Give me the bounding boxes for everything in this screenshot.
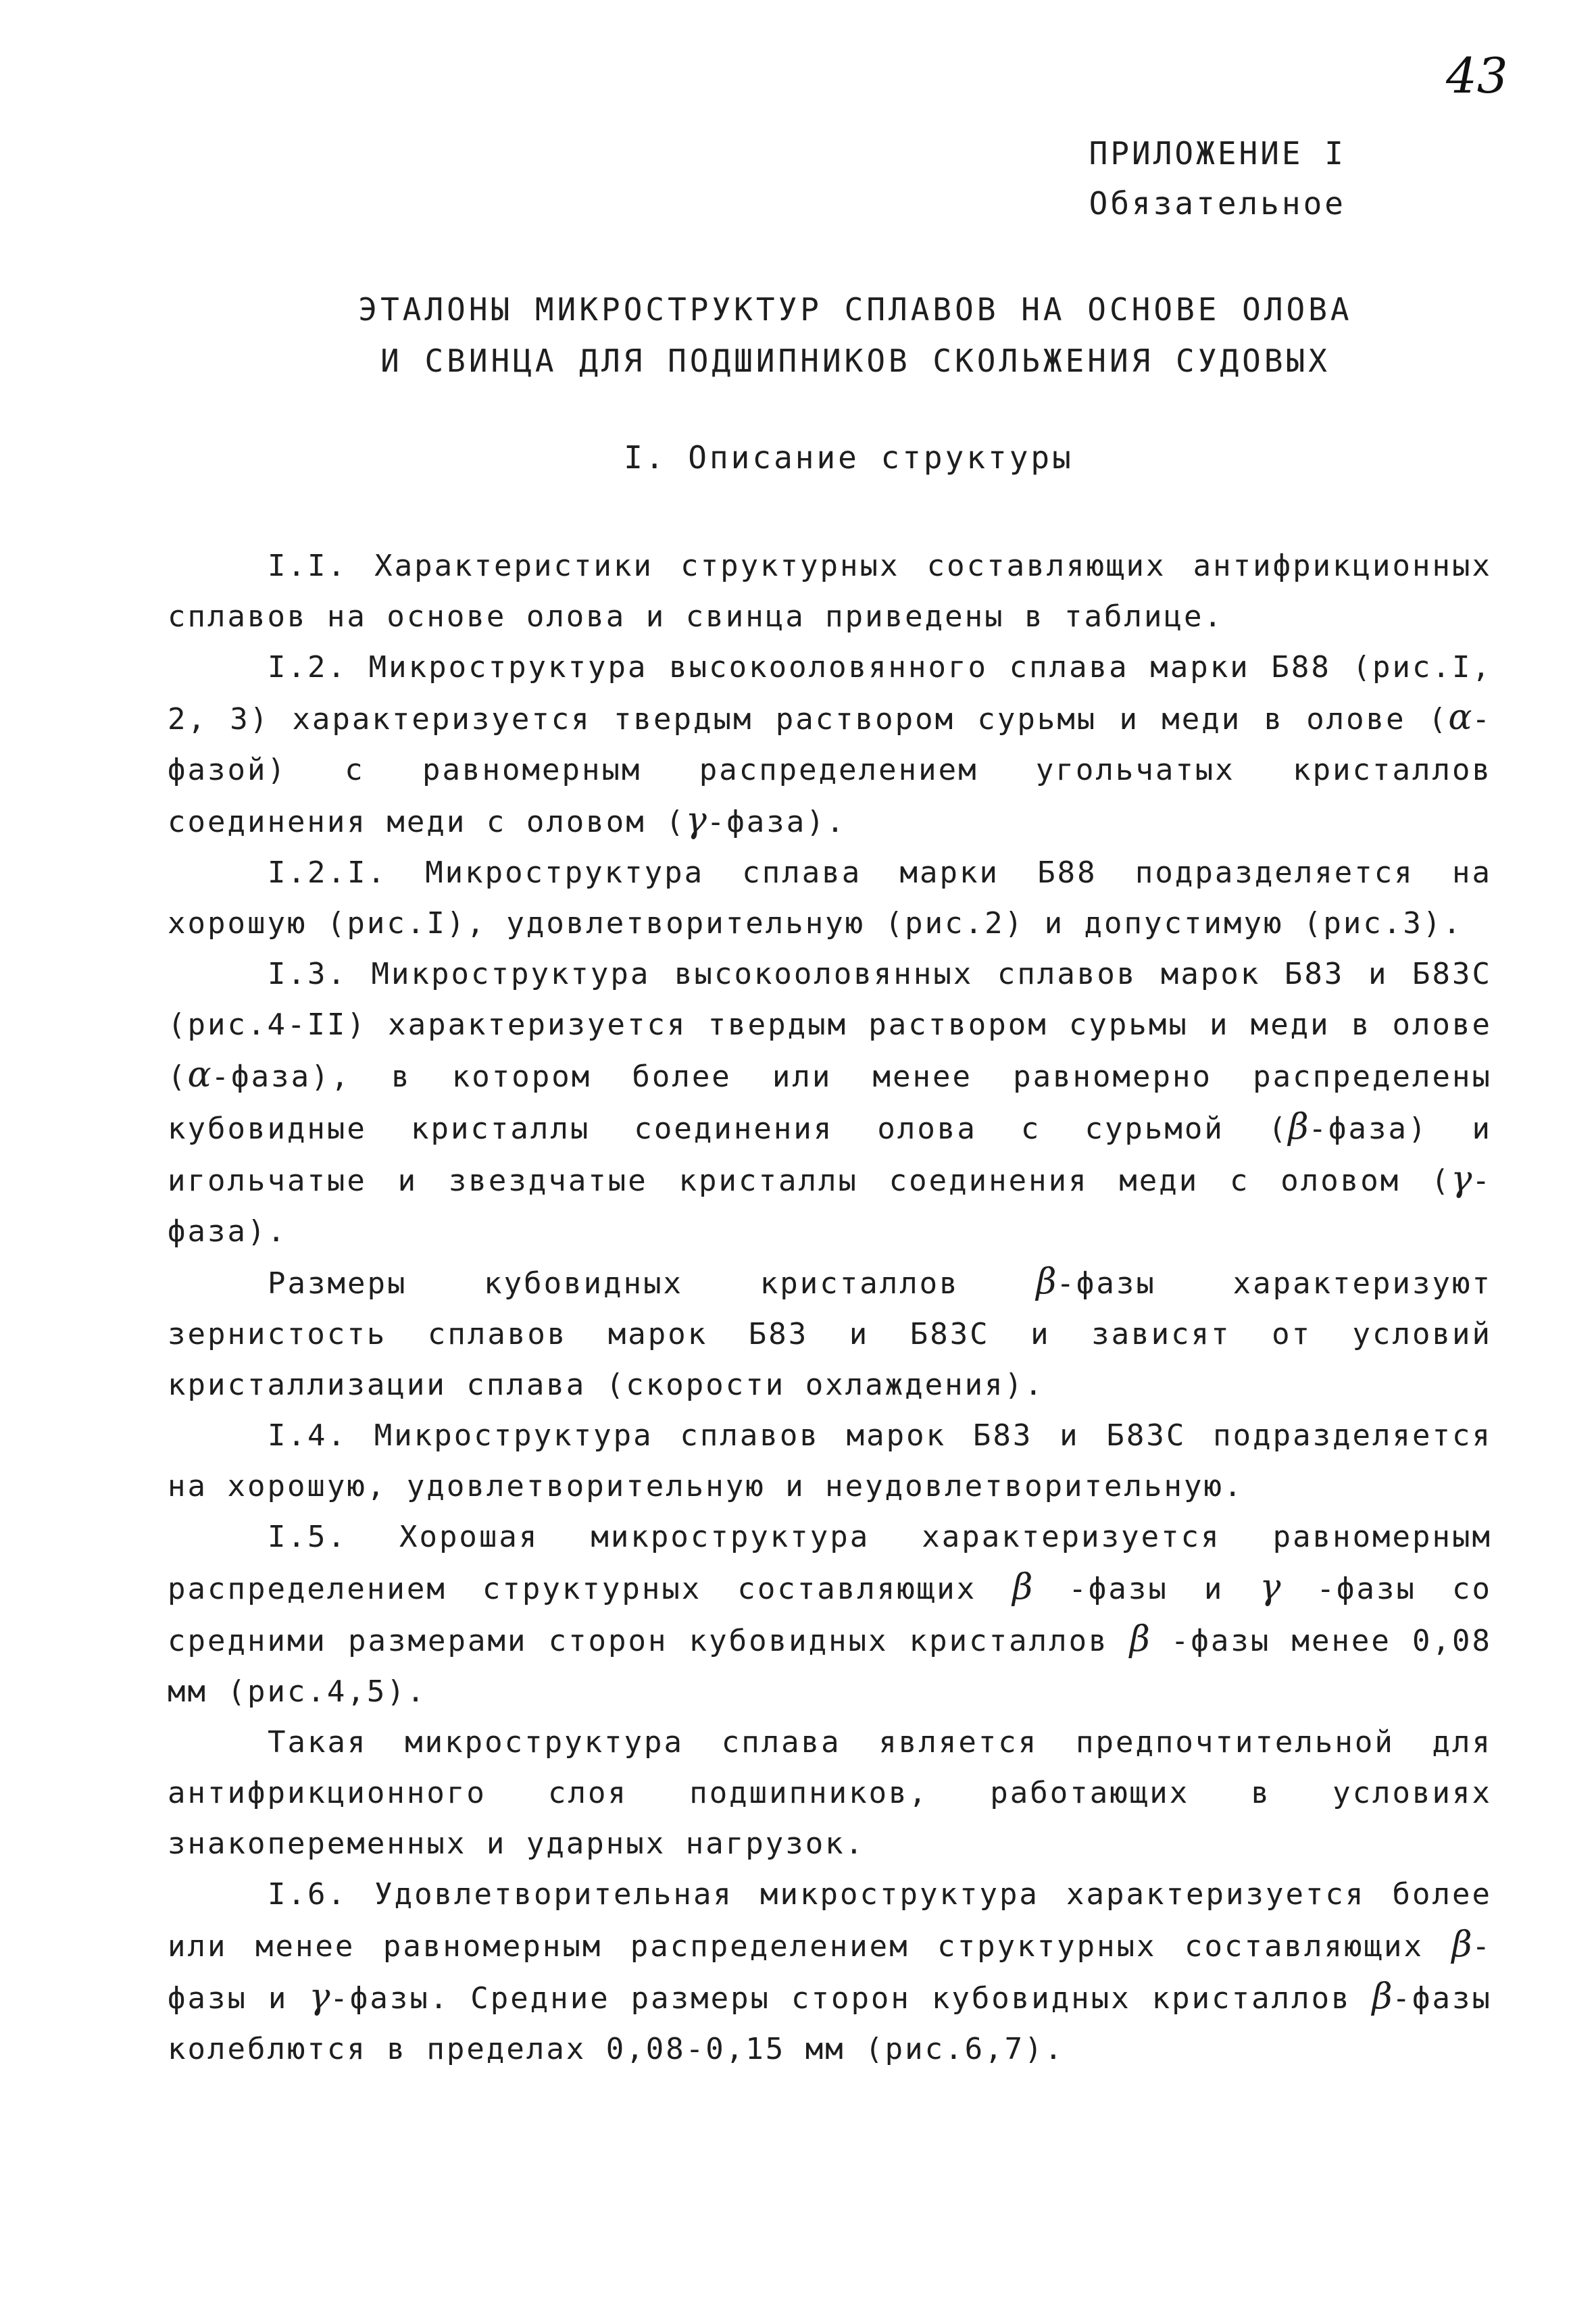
greek-phase-symbol: β <box>1451 1924 1472 1965</box>
paragraph-text: -фазы. Средние размеры сторон кубовидных кристаллов <box>330 1981 1372 2016</box>
paragraph-text: -фазы характеризуют зернистость сплавов марок Б83 и Б83С и зависят от условий кристаллизации сплава (скорости охлаждения). <box>168 1266 1492 1402</box>
paragraph-1-6 <box>168 1869 1492 2074</box>
document-title <box>0 284 1596 387</box>
paragraph-text: -фаза). <box>706 805 847 839</box>
greek-phase-symbol: α <box>1448 697 1472 738</box>
paragraph-text: I.2. Микроструктура высокооловянного сплава марки Б88 (рис.I, 2, 3) характеризуется твердым раствором сурьмы и меди в олове ( <box>168 650 1492 737</box>
title-line-1: ЭТАЛОНЫ МИКРОСТРУКТУР СПЛАВОВ НА ОСНОВЕ ОЛОВА <box>358 291 1353 328</box>
paragraph-1-1 <box>168 541 1492 642</box>
paragraph-text: -фаза). <box>168 1164 1492 1249</box>
paragraph-text: -фазы менее 0,08 мм (рис.4,5). <box>168 1624 1492 1709</box>
greek-phase-symbol: β <box>1372 1976 1393 2017</box>
paragraph-text: Такая микроструктура сплава является предпочтительной для антифрикционного слоя подшипников, работающих в условиях знакопеременных и ударных нагрузок. <box>168 1725 1492 1861</box>
paragraph-1-3 <box>168 949 1492 1257</box>
paragraph-text: -фаза), в котором более или менее равномерно распределены кубовидные кристаллы соединения олова с сурьмой ( <box>168 1060 1492 1146</box>
paragraph-text: -фазой) с равномерным распределением угольчатых кристаллов соединения меди с оловом ( <box>168 702 1492 839</box>
paragraph-text: I.3. Микроструктура высокооловянных сплавов марок Б83 и Б83С (рис.4-II) характеризуется твердым раствором сурьмы и меди в олове ( <box>168 957 1492 1094</box>
greek-phase-symbol: γ <box>309 1976 330 2017</box>
greek-phase-symbol: β <box>1036 1262 1057 1302</box>
page-number: 43 <box>1446 47 1508 104</box>
paragraph-text: I.I. Характеристики структурных составляющих антифрикционных сплавов на основе олова и свинца приведены в таблице. <box>168 549 1492 634</box>
appendix-header <box>1089 128 1346 228</box>
greek-phase-symbol: β <box>1129 1619 1150 1660</box>
paragraph-text: -фаза) и игольчатые и звездчатые кристаллы соединения меди с оловом ( <box>168 1112 1492 1198</box>
paragraph-text: I.6. Удовлетворительная микроструктура характеризуется более или менее равномерным распределением структурных составляющих <box>168 1877 1492 1964</box>
greek-phase-symbol: α <box>187 1055 211 1095</box>
appendix-label: ПРИЛОЖЕНИЕ I <box>1089 135 1346 172</box>
paragraph-1-4 <box>168 1410 1492 1512</box>
greek-phase-symbol: γ <box>1451 1159 1472 1199</box>
paragraph-text: -фазы и <box>1032 1572 1260 1606</box>
greek-phase-symbol: β <box>1012 1567 1033 1608</box>
paragraph-1-5 <box>168 1512 1492 1717</box>
paragraph-text: Размеры кубовидных кристаллов <box>268 1266 1037 1301</box>
section-heading: I. Описание структуры <box>624 439 1074 476</box>
paragraph-text: -фазы со средними размерами сторон кубовидных кристаллов <box>168 1572 1492 1658</box>
paragraph-text: I.4. Микроструктура сплавов марок Б83 и Б83С подразделяется на хорошую, удовлетворительную и неудовлетворительную. <box>168 1418 1492 1503</box>
paragraph-1-2-1 <box>168 847 1492 949</box>
paragraph-text: I.2.I. Микроструктура сплава марки Б88 подразделяется на хорошую (рис.I), удовлетворительную (рис.2) и допустимую (рис.3). <box>168 855 1492 941</box>
paragraph-preferred <box>168 1717 1492 1869</box>
greek-phase-symbol: γ <box>685 800 707 841</box>
greek-phase-symbol: γ <box>1260 1567 1281 1608</box>
appendix-status: Обязательное <box>1089 185 1346 222</box>
paragraph-text: -фазы колеблются в пределах 0,08-0,15 мм (рис.6,7). <box>168 1981 1492 2066</box>
paragraph-text: I.5. Хорошая микроструктура характеризуется равномерным распределением структурных составляющих <box>168 1520 1492 1606</box>
body-text <box>168 541 1492 2074</box>
title-line-2: И СВИНЦА ДЛЯ ПОДШИПНИКОВ СКОЛЬЖЕНИЯ СУДОВЫХ <box>380 343 1330 379</box>
paragraph-1-2 <box>168 642 1492 847</box>
greek-phase-symbol: β <box>1288 1107 1309 1147</box>
paragraph-text: -фазы и <box>168 1929 1492 2016</box>
paragraph-crystal-sizes <box>168 1257 1492 1410</box>
